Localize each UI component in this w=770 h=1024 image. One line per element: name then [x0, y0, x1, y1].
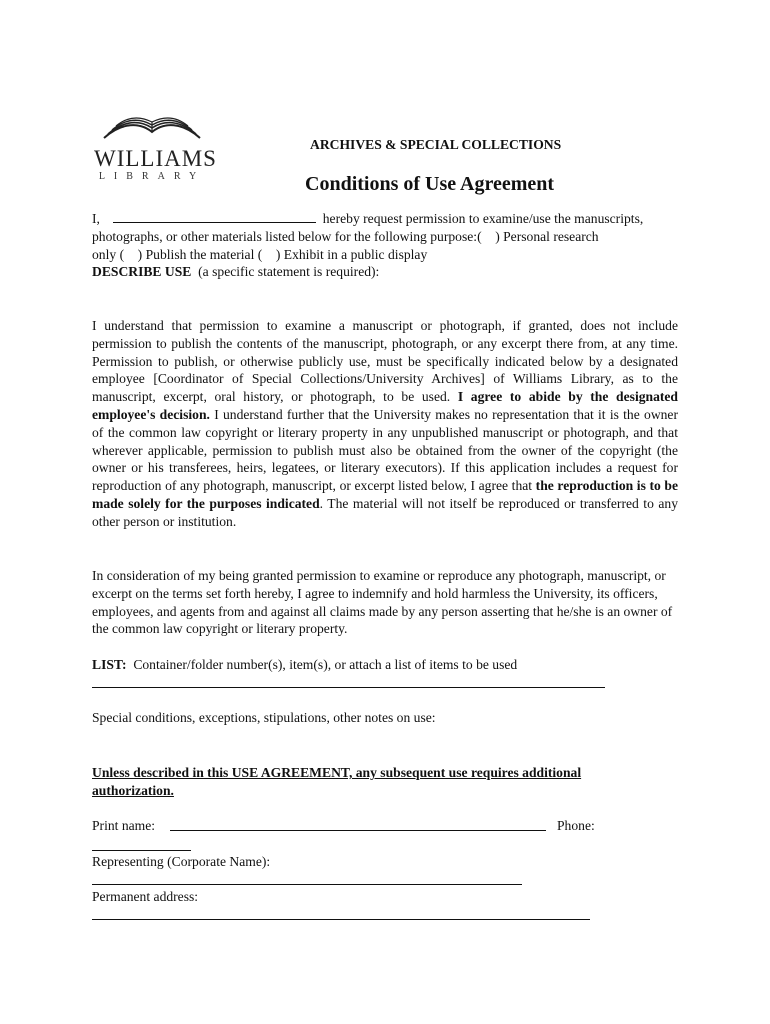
list-text: Container/folder number(s), item(s), or attach a list of items to be used [133, 657, 518, 672]
williams-library-logo [90, 116, 217, 186]
request-prefix: I, [92, 211, 100, 226]
list-line [92, 656, 678, 674]
describe-use-label: DESCRIBE USE [92, 264, 192, 280]
department-heading: ARCHIVES & SPECIAL COLLECTIONS [310, 137, 562, 152]
print-name-field[interactable] [170, 830, 546, 831]
permission-bold-b: the reproduction is to be made solely for the purposes indicated [92, 478, 678, 511]
request-line-2: photographs, or other materials listed below for the following purpose:( ) Personal research [92, 228, 599, 244]
permission-text-a: I understand that permission to examine a manuscript or photograph, if granted, does not include permission to publish the contents of the manuscript, photograph, or any excerpt there from, at any time. Permission to publish, or otherwise publicly use, must be specifically indicated below by a designated employee [Coordinator of Special Collections/University Archives] of Williams Library, as to the manuscript, excerpt, oral history, or photograph, to be used. [92, 318, 678, 405]
permission-text-b: I understand further that the University makes no representation that it is the owner of the common law copyright or literary property in any unpublished manuscript or photograph, and that wherever applicable, permission to publish must also be obtained from the owner of the copyright (the owner or his transferees, heirs, legatees, or literary executors). If this application includes a request for reproduction of any photograph, manuscript, or excerpt listed below, I agree that [92, 406, 678, 494]
phone-label: Phone: [557, 818, 595, 833]
permission-bold-a: I agree to abide by the designated employee's decision. [92, 389, 678, 422]
request-line-1-text: hereby request permission to examine/use the manuscripts, [322, 211, 644, 226]
describe-use-line [92, 263, 678, 281]
representing-label: Representing (Corporate Name): [92, 854, 271, 869]
permission-paragraph [92, 317, 678, 531]
requester-name-field[interactable] [113, 210, 316, 223]
indemnify-paragraph: In consideration of my being granted permission to examine or reproduce any photograph, manuscript, or excerpt on the terms set forth hereby, I agree to indemnify and hold harmless the University, its officers, employees, and agents from and against all claims made by any person asserting that he/she is an owner of the common law copyright or literary property. [92, 568, 673, 637]
logo-subtitle: LIBRARY [98, 171, 206, 182]
list-label: LIST: [92, 657, 127, 672]
authorization-notice [92, 764, 652, 800]
permission-text-c: . The material will not itself be reproduced or transferred to any other person or institution. [92, 495, 678, 529]
page-title: Conditions of Use Agreement [305, 173, 555, 195]
special-conditions-label: Special conditions, exceptions, stipulations, other notes on use: [92, 710, 436, 725]
open-book-icon [100, 116, 204, 146]
logo-name: WILLIAMS [94, 146, 217, 171]
print-name-label: Print name: [92, 818, 156, 833]
phone-field[interactable] [92, 850, 191, 851]
request-paragraph [92, 210, 678, 281]
representing-field[interactable] [92, 884, 522, 885]
describe-use-note: (a specific statement is required): [198, 264, 380, 280]
address-label: Permanent address: [92, 889, 199, 904]
address-field[interactable] [92, 919, 590, 920]
list-entry-field[interactable] [92, 687, 605, 688]
authorization-notice-text: Unless described in this USE AGREEMENT, any subsequent use requires additional authorization. [92, 765, 582, 798]
request-line-3: only ( ) Publish the material ( ) Exhibit in a public display [92, 246, 428, 262]
request-line-1 [92, 210, 678, 228]
